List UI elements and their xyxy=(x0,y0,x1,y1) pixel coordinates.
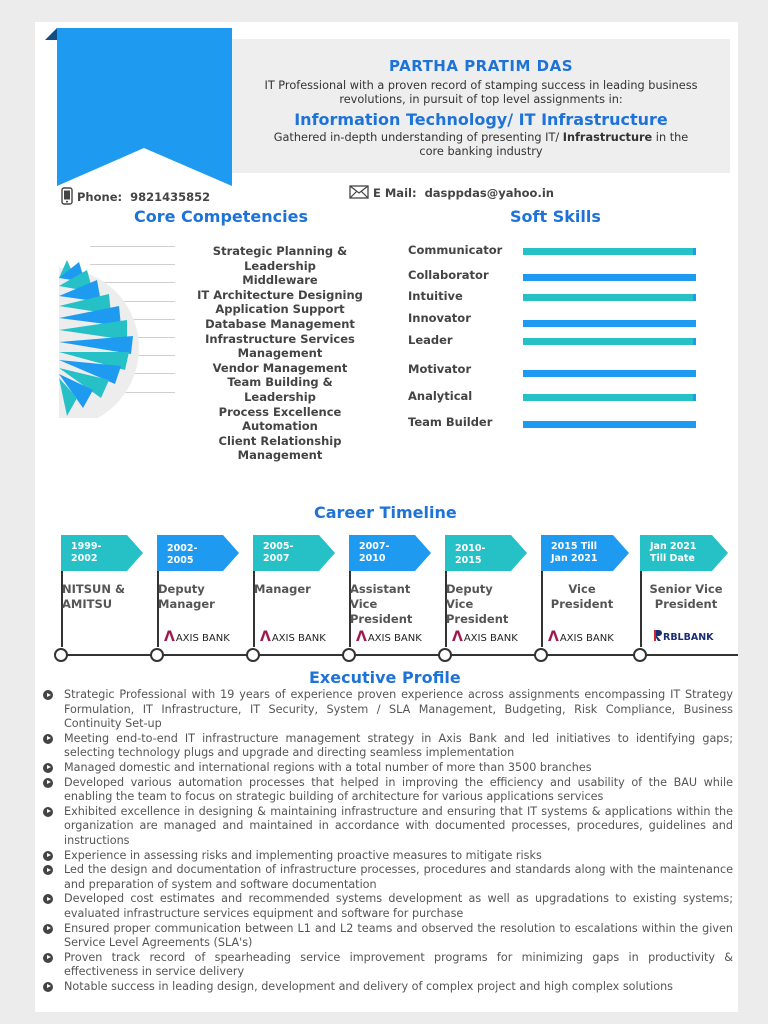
bullet-icon xyxy=(43,865,53,875)
skill-bar xyxy=(523,274,696,281)
skill-bar xyxy=(523,370,696,377)
timeline-dot xyxy=(633,648,647,662)
bullet-icon xyxy=(43,763,53,773)
timeline-dot xyxy=(150,648,164,662)
timeline-role: Manager xyxy=(254,582,311,596)
skill-label: Intuitive xyxy=(408,289,463,303)
timeline-entry xyxy=(58,535,154,665)
competency-item: Process Excellence Automation xyxy=(218,404,342,434)
profile-item: Ensured proper communication between L1 and L2 teams and observed the resolution to escalations within the given Service Level Agreements (SLA's) xyxy=(43,922,733,951)
skill-label: Motivator xyxy=(408,362,472,376)
email-contact xyxy=(349,185,554,202)
competency-item: Database Management xyxy=(205,316,355,331)
profile-item: Exhibited excellence in designing & maintaining infrastructure and ensuring that IT systems & applications within the organization are managed and maintained in accordance with documented processes, procedures, guidelines and instructions xyxy=(43,805,733,849)
timeline-period: 2002- 2005 xyxy=(167,543,198,566)
profile-item: Developed cost estimates and recommended systems development as well as upgradations to existing systems; evaluated infrastructure services equipment and software for purchase xyxy=(43,892,733,921)
bullet-icon xyxy=(43,924,53,934)
soft-skills-title: Soft Skills xyxy=(510,207,601,226)
skill-bar xyxy=(523,338,696,345)
timeline-role: NITSUN & AMITSU xyxy=(62,582,126,611)
axis-bank-logo: ΛAXIS BANK xyxy=(356,629,422,645)
profile-item: Meeting end-to-end IT infrastructure management strategy in Axis Bank and led initiatives to identifying gaps; selecting technology plugs and upgrade and directing seamless implementation xyxy=(43,732,733,761)
competency-item: Middleware xyxy=(242,273,318,288)
phone-icon xyxy=(61,187,73,208)
profile-item: Experience in assessing risks and implementing proactive measures to mitigate risks xyxy=(43,849,733,864)
email-address: dasppdas@yahoo.in xyxy=(424,186,554,200)
executive-profile-title: Executive Profile xyxy=(309,668,461,687)
skill-row xyxy=(408,389,708,403)
skill-label: Collaborator xyxy=(408,268,489,282)
phone-number: 9821435852 xyxy=(130,190,211,204)
profile-item: Proven track record of spearheading service improvement programs for minimizing gaps in productivity & effectiveness in service delivery xyxy=(43,951,733,980)
profile-item: Developed various automation processes that helped in improving the efficiency and usability of the BAU while enabling the team to focus on strategic building of architecture for various applications services xyxy=(43,776,733,805)
timeline-period: 2005- 2007 xyxy=(263,541,294,564)
ribbon-fold xyxy=(45,28,57,40)
competency-item: Application Support xyxy=(215,302,345,317)
timeline-period: 2015 Till Jan 2021 xyxy=(551,541,598,564)
intro-text: IT Professional with a proven record of stamping success in leading business revolutions, in pursuit of top level assignments in: xyxy=(264,79,698,106)
skill-bar xyxy=(523,248,696,255)
candidate-name: PARTHA PRATIM DAS xyxy=(388,57,574,75)
timeline-role: Senior Vice President xyxy=(649,582,723,611)
profile-item: Notable success in leading design, development and delivery of complex project and high complex solutions xyxy=(43,980,733,995)
mail-icon xyxy=(349,185,369,202)
skill-row xyxy=(408,268,708,282)
skill-label: Analytical xyxy=(408,389,473,403)
timeline-period: Jan 2021 Till Date xyxy=(650,541,697,564)
header-box xyxy=(232,39,730,173)
bullet-icon xyxy=(43,953,53,963)
specialization-title: Information Technology/ IT Infrastructure xyxy=(294,110,668,129)
bullet-icon xyxy=(43,734,53,744)
competency-item: IT Architecture Designing xyxy=(197,287,363,302)
bullet-icon xyxy=(43,807,53,817)
timeline-dot xyxy=(54,648,68,662)
skill-row xyxy=(408,415,708,429)
skill-label: Team Builder xyxy=(408,415,493,429)
rbl-bank-logo: RBLBANK xyxy=(653,629,714,643)
timeline-entry xyxy=(154,535,250,665)
axis-bank-logo: ΛAXIS BANK xyxy=(164,629,230,645)
competency-item: Client Relationship Management xyxy=(218,433,342,463)
timeline-role: Vice President xyxy=(550,582,614,611)
timeline-entry xyxy=(250,535,346,665)
executive-profile-list xyxy=(43,688,733,994)
bullet-icon xyxy=(43,851,53,861)
timeline-dot xyxy=(534,648,548,662)
skill-label: Communicator xyxy=(408,243,503,257)
ribbon-notch xyxy=(57,148,232,186)
core-competencies-list xyxy=(195,244,365,463)
email-label: E Mail: xyxy=(373,186,417,200)
skill-row xyxy=(408,311,708,325)
timeline-period: 1999- 2002 xyxy=(71,541,102,564)
profile-item: Led the design and documentation of infrastructure processes, procedures and standards along with the maintenance and preparation of system and software documentation xyxy=(43,863,733,892)
bullet-icon xyxy=(43,690,53,700)
resume-page xyxy=(35,22,738,1012)
timeline-role: Deputy Manager xyxy=(158,582,215,611)
skill-bar xyxy=(523,294,696,301)
axis-bank-logo: ΛAXIS BANK xyxy=(548,629,614,645)
competency-item: Team Building & Leadership xyxy=(227,375,333,404)
profile-item: Strategic Professional with 19 years of experience proven experience across assignments encompassing IT Strategy Formulation, IT Infrastructure, IT Security, System / SLA Management, Budgeting, Risk Compliance, Business Continuity Set-up xyxy=(43,688,733,732)
timeline-dot xyxy=(438,648,452,662)
skill-bar xyxy=(523,394,696,401)
skill-row xyxy=(408,362,708,376)
core-competencies-title: Core Competencies xyxy=(134,207,308,226)
summary-line: Gathered in-depth understanding of presenting IT/ Infrastructure in the core banking industry xyxy=(273,131,689,158)
skill-label: Innovator xyxy=(408,311,471,325)
skill-label: Leader xyxy=(408,333,453,347)
phone-contact xyxy=(61,187,210,208)
timeline-period: 2007- 2010 xyxy=(359,541,390,564)
bullet-icon xyxy=(43,778,53,788)
competency-fan-graphic xyxy=(49,248,159,418)
bullet-icon xyxy=(43,894,53,904)
career-timeline xyxy=(35,535,738,665)
bullet-icon xyxy=(43,982,53,992)
career-timeline-title: Career Timeline xyxy=(314,503,457,522)
competency-item: Infrastructure Services Management xyxy=(205,331,355,361)
timeline-dot xyxy=(246,648,260,662)
axis-bank-logo: ΛAXIS BANK xyxy=(260,629,326,645)
axis-bank-logo: ΛAXIS BANK xyxy=(452,629,518,645)
timeline-dot xyxy=(342,648,356,662)
timeline-entry xyxy=(637,535,733,665)
skill-bar xyxy=(523,320,696,327)
phone-label: Phone: xyxy=(77,190,123,204)
profile-item: Managed domestic and international regions with a total number of more than 3500 branches xyxy=(43,761,733,776)
skill-bar xyxy=(523,421,696,428)
timeline-role: Deputy Vice President xyxy=(446,582,509,626)
skill-row xyxy=(408,333,708,347)
timeline-role: Assistant Vice President xyxy=(350,582,413,626)
skill-row xyxy=(408,289,708,303)
skill-row xyxy=(408,243,708,257)
timeline-period: 2010- 2015 xyxy=(455,543,486,566)
competency-item: Strategic Planning & Leadership xyxy=(212,244,348,273)
timeline-entry xyxy=(442,535,538,665)
timeline-entry xyxy=(346,535,442,665)
competency-item: Vendor Management xyxy=(212,360,348,375)
timeline-entry xyxy=(538,535,634,665)
